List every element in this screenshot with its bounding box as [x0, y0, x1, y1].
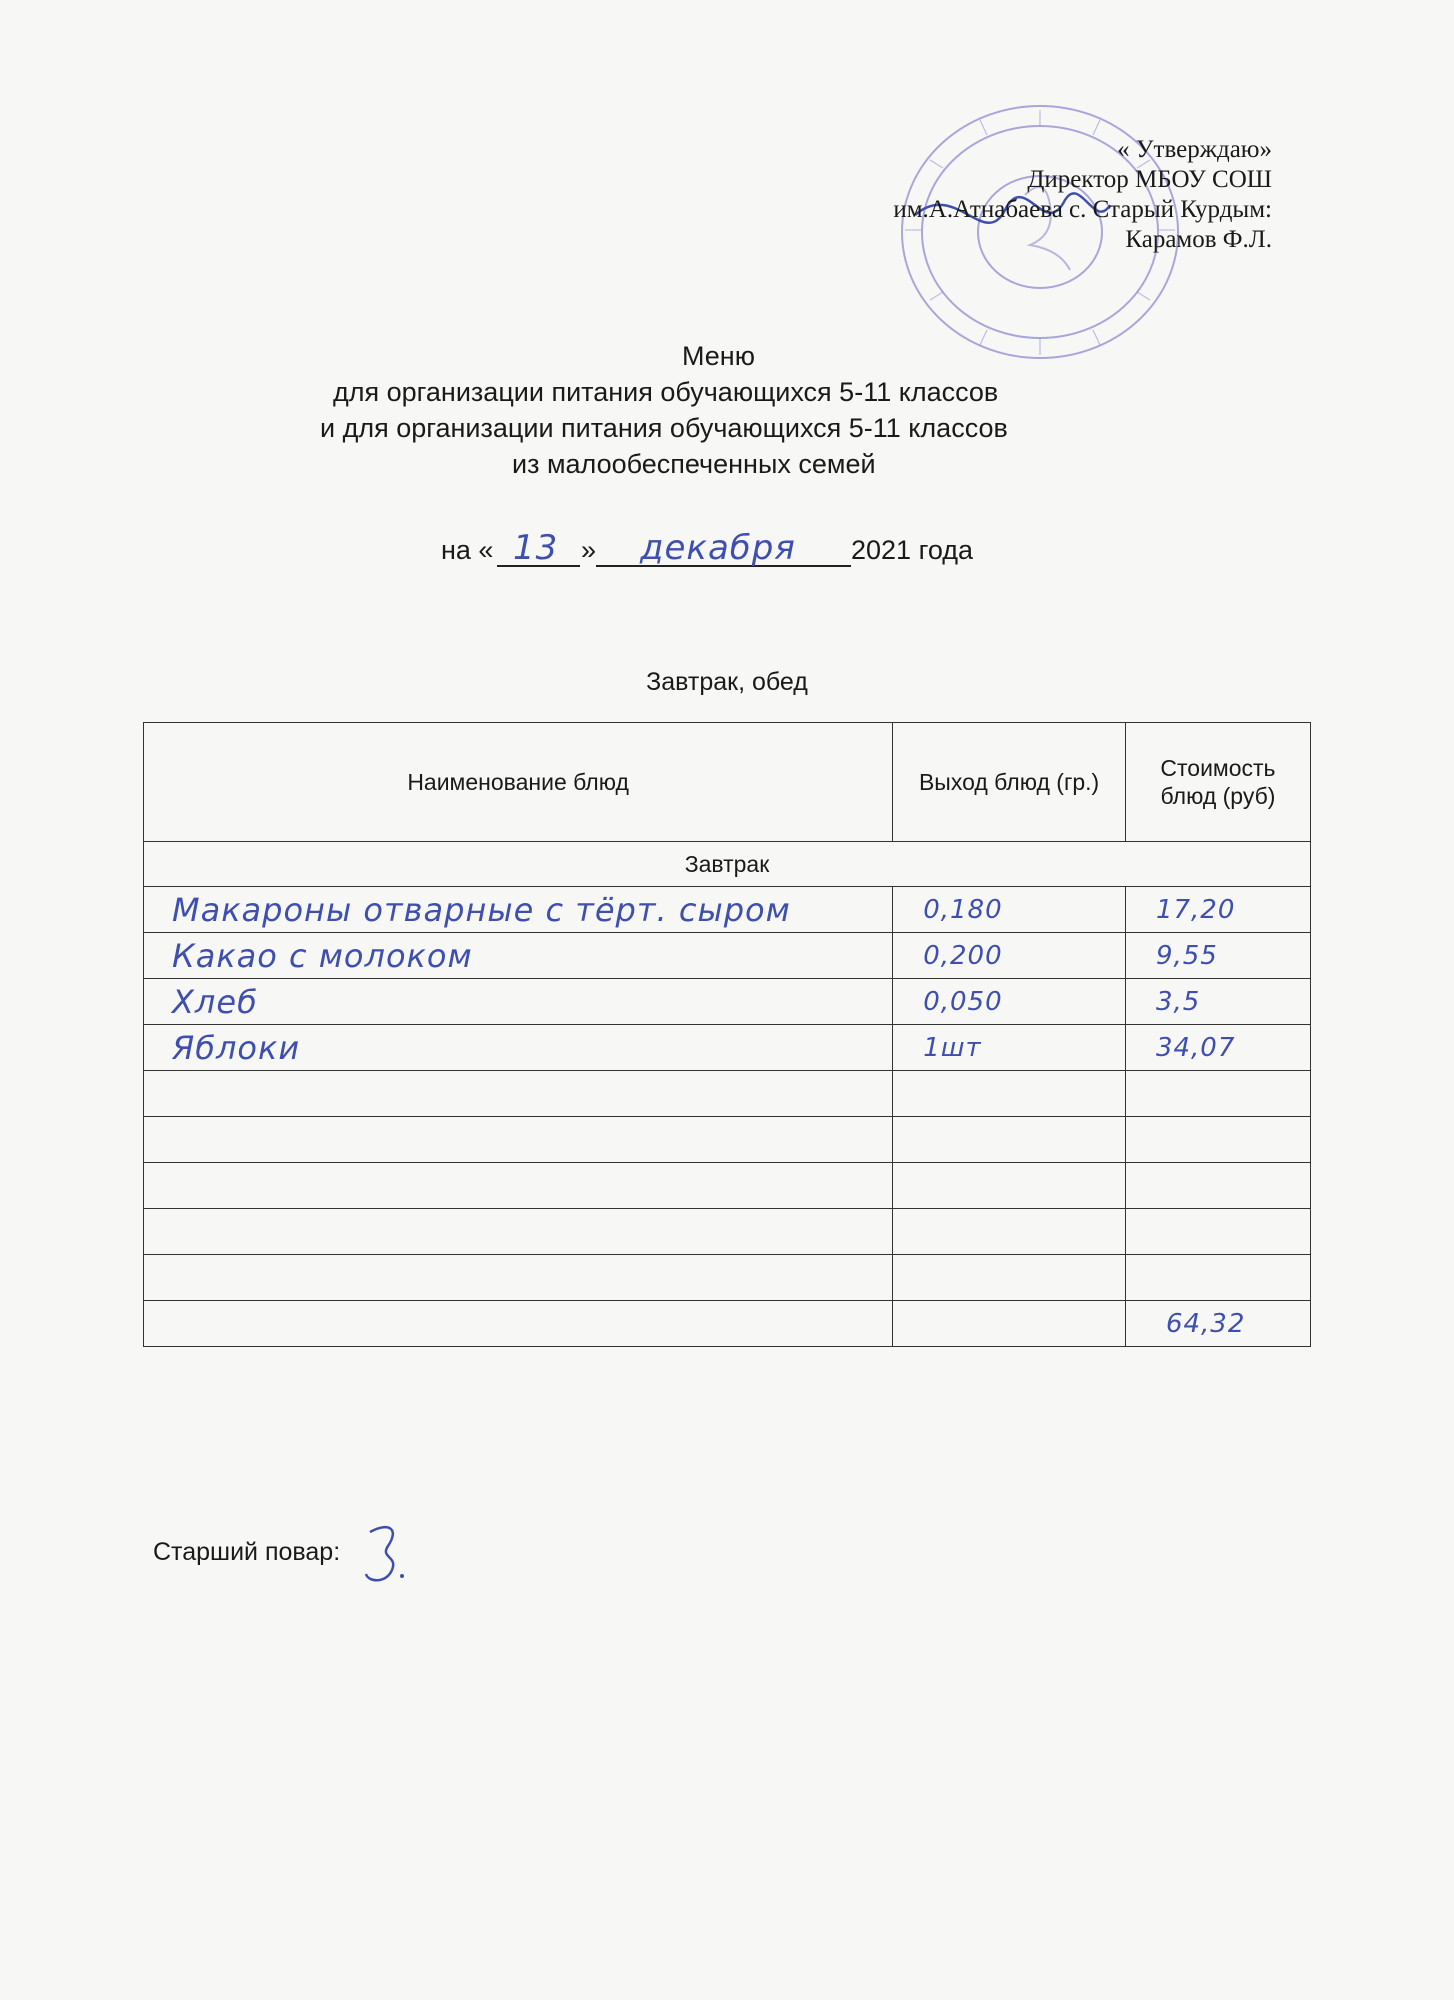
- date-day-handwritten: 13: [513, 528, 559, 568]
- dish-name: [144, 1163, 893, 1209]
- table-row-empty: [144, 1163, 1311, 1209]
- dish-name: Макароны отварные с тёрт. сыром: [144, 887, 893, 933]
- header-cost: Стоимость блюд (руб): [1125, 723, 1310, 842]
- dish-yield: 0,050: [893, 979, 1126, 1025]
- senior-cook-label: Старший повар:: [153, 1538, 341, 1566]
- dish-cost: [1125, 1255, 1310, 1301]
- dish-yield: [893, 1071, 1126, 1117]
- header-yield: Выход блюд (гр.): [893, 723, 1126, 842]
- date-middle: »: [581, 535, 597, 565]
- dish-name: [144, 1255, 893, 1301]
- dish-name: Какао с молоком: [144, 933, 893, 979]
- dish-yield: 0,200: [893, 933, 1126, 979]
- dish-name: [144, 1117, 893, 1163]
- total-cost: 64,32: [1125, 1301, 1310, 1347]
- title-menu: Меню: [682, 341, 755, 371]
- dish-cost: [1125, 1209, 1310, 1255]
- approval-block: [893, 135, 1272, 255]
- dish-cost: 9,55: [1125, 933, 1310, 979]
- dish-yield: [893, 1117, 1126, 1163]
- total-label-cell: [144, 1301, 893, 1347]
- meal-title: Завтрак, обед: [646, 668, 808, 696]
- table-row: [144, 933, 1311, 979]
- header-dish-name: Наименование блюд: [144, 723, 893, 842]
- dish-cost: [1125, 1117, 1310, 1163]
- date-month-handwritten: декабря: [640, 528, 796, 568]
- cook-signature: [358, 1520, 418, 1590]
- table-row: [144, 1025, 1311, 1071]
- title-line-3: и для организации питания обучающихся 5-11 классов: [320, 413, 1008, 443]
- date-year: 2021 года: [851, 535, 974, 565]
- table-row-empty: [144, 1255, 1311, 1301]
- dish-cost: 17,20: [1125, 887, 1310, 933]
- dish-yield: [893, 1163, 1126, 1209]
- dish-yield: [893, 1255, 1126, 1301]
- table-row-empty: [144, 1117, 1311, 1163]
- date-prefix: на «: [441, 535, 494, 565]
- dish-yield: 1шт: [893, 1025, 1126, 1071]
- dish-name: Хлеб: [144, 979, 893, 1025]
- table-row-empty: [144, 1209, 1311, 1255]
- dish-name: [144, 1071, 893, 1117]
- approval-heading: « Утверждаю»: [1117, 136, 1272, 163]
- title-line-4: из малообеспеченных семей: [512, 449, 876, 479]
- approval-position: Директор МБОУ СОШ: [1027, 166, 1272, 193]
- dish-cost: [1125, 1163, 1310, 1209]
- dish-name: Яблоки: [144, 1025, 893, 1071]
- dish-name: [144, 1209, 893, 1255]
- dish-yield: [893, 1209, 1126, 1255]
- dish-cost: [1125, 1071, 1310, 1117]
- approval-director-name: Карамов Ф.Л.: [1125, 226, 1272, 253]
- approval-school: им.А.Атнабаева с. Старый Курдым:: [893, 196, 1272, 223]
- total-yield-cell: [893, 1301, 1126, 1347]
- total-row: [144, 1301, 1311, 1347]
- table-row: [144, 979, 1311, 1025]
- dish-yield: 0,180: [893, 887, 1126, 933]
- table-row: [144, 887, 1311, 933]
- dish-cost: 34,07: [1125, 1025, 1310, 1071]
- dish-cost: 3,5: [1125, 979, 1310, 1025]
- section-title: Завтрак: [144, 842, 1311, 887]
- table-row-empty: [144, 1071, 1311, 1117]
- title-line-2: для организации питания обучающихся 5-11 классов: [333, 377, 999, 407]
- section-row-breakfast: [144, 842, 1311, 887]
- menu-table: [143, 722, 1311, 1347]
